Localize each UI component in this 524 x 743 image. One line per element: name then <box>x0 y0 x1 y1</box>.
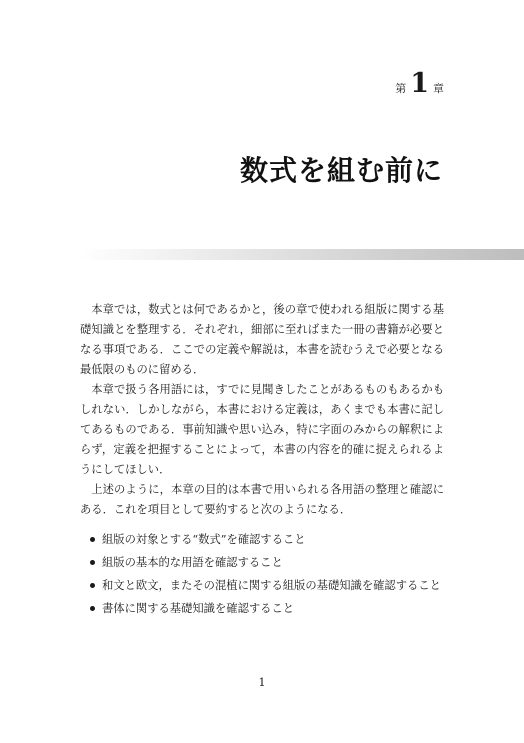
bullet-dot-icon <box>90 583 95 588</box>
paragraph: 本章で扱う各用語には，すでに見聞きしたことがあるものもあるかもしれない．しかしながら，本書における定義は，あくまでも本書に記してあるものである．事前知識や思い込み，特に字面のみからの解釈によらず，定義を把握することによって，本書の内容を的確に捉えられるようにしてほしい． <box>80 383 444 476</box>
page-number: 1 <box>258 676 266 689</box>
chapter-label <box>395 70 444 97</box>
list-item <box>102 528 444 551</box>
bullet-dot-icon <box>90 560 95 565</box>
chapter-prefix: 第 <box>395 82 407 95</box>
list-item <box>102 597 444 620</box>
list-item <box>102 551 444 574</box>
bullet-dot-icon <box>90 606 95 611</box>
list-item <box>102 574 444 597</box>
list-item-text: 組版の基本的な用語を確認すること <box>102 556 283 569</box>
summary-bullet-list <box>80 528 444 620</box>
chapter-number: 1 <box>410 68 429 99</box>
list-item-text: 和文と欧文，またその混植に関する組版の基礎知識を確認すること <box>102 579 441 592</box>
chapter-title: 数式を組む前に <box>239 154 443 187</box>
decorative-gradient-bar <box>80 249 524 260</box>
paragraph: 本章では，数式とは何であるかと，後の章で使われる組版に関する基礎知識とを整理する．それぞれ，細部に至ればまた一冊の書籍が必要となる事項である．ここでの定義や解説は，本書を読むうえで必要となる最低限のものに留める． <box>80 303 444 376</box>
list-item-text: 書体に関する基礎知識を確認すること <box>102 602 295 615</box>
bullet-dot-icon <box>90 537 95 542</box>
chapter-body <box>80 300 444 620</box>
chapter-suffix: 章 <box>433 82 444 95</box>
list-item-text: 組版の対象とする“数式”を確認すること <box>102 533 306 546</box>
paragraph: 上述のように，本章の目的は本書で用いられる各用語の整理と確認にある．これを項目として要約すると次のようになる． <box>80 483 444 516</box>
